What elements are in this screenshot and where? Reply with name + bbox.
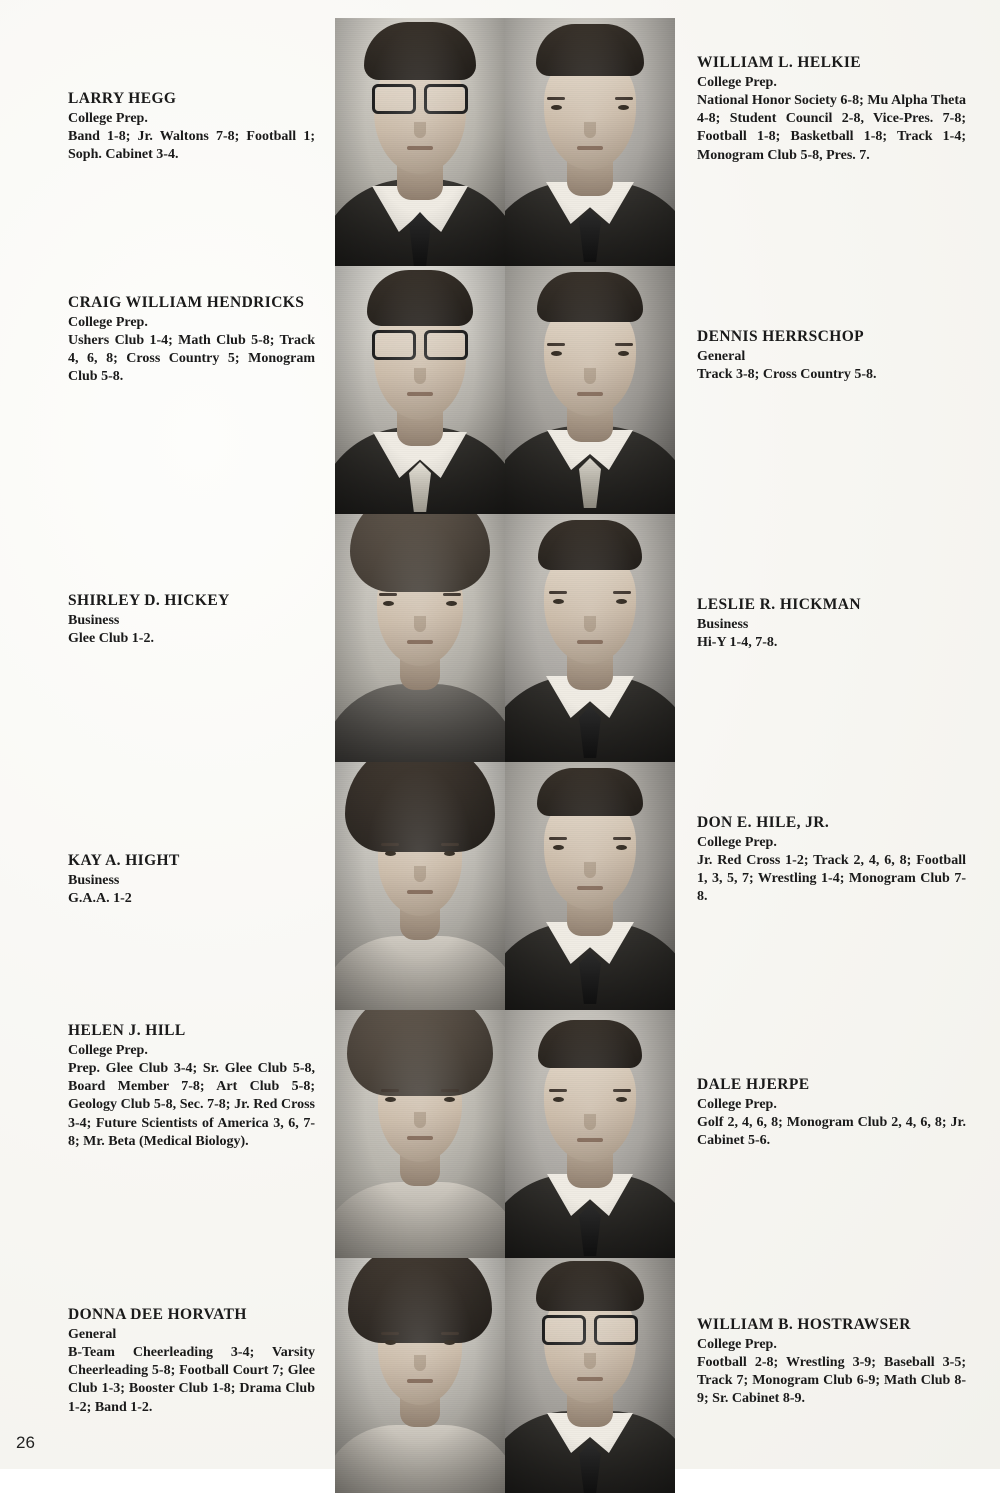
entry-text-left <box>0 1010 335 1151</box>
portrait-donna-horvath <box>335 1258 505 1493</box>
entry-text-right <box>675 1258 1000 1409</box>
photo-pair <box>335 514 675 762</box>
entry-row <box>0 762 1000 1010</box>
photo-pair <box>335 266 675 514</box>
student-course: College Prep. <box>697 834 777 850</box>
student-course: General <box>68 1326 117 1342</box>
student-activities: Golf 2, 4, 6, 8; Monogram Club 2, 4, 6, 8; Jr. Cabinet 5-6. <box>697 1115 966 1149</box>
student-name: LESLIE R. HICKMAN <box>697 596 861 613</box>
entry-row <box>0 514 1000 762</box>
student-activities: Football 2-8; Wrestling 3-9; Baseball 3-5; Track 7; Monogram Club 6-9; Math Club 8-9; Sr. Cabinet 8-9. <box>697 1355 966 1407</box>
student-name: LARRY HEGG <box>68 90 177 107</box>
student-activities: Hi-Y 1-4, 7-8. <box>697 635 778 651</box>
student-activities: Track 3-8; Cross Country 5-8. <box>697 367 877 383</box>
portrait-dennis-herrschop <box>505 266 675 514</box>
photo-pair <box>335 18 675 266</box>
student-name: WILLIAM L. HELKIE <box>697 54 861 71</box>
photo-pair <box>335 1258 675 1493</box>
photo-pair <box>335 762 675 1010</box>
entry-text-left <box>0 514 335 648</box>
student-course: Business <box>68 872 120 888</box>
entry-text-left <box>0 1258 335 1417</box>
entry-text-left <box>0 18 335 164</box>
entry-text-left <box>0 266 335 387</box>
student-course: College Prep. <box>697 1336 777 1352</box>
student-name: CRAIG WILLIAM HENDRICKS <box>68 294 305 311</box>
student-activities: Glee Club 1-2. <box>68 631 154 647</box>
student-name: KAY A. HIGHT <box>68 852 180 869</box>
student-course: Business <box>697 616 749 632</box>
student-course: College Prep. <box>68 1042 148 1058</box>
student-activities: B-Team Cheerleading 3-4; Varsity Cheerleading 5-8; Football Court 7; Glee Club 1-3; Booster Club 1-8; Drama Club 1-2; Band 1-2. <box>68 1345 315 1415</box>
student-name: DONNA DEE HORVATH <box>68 1306 247 1323</box>
student-course: Business <box>68 612 120 628</box>
entry-row <box>0 18 1000 266</box>
portrait-leslie-hickman <box>505 514 675 762</box>
portrait-craig-hendricks <box>335 266 505 514</box>
student-activities: Band 1-8; Jr. Waltons 7-8; Football 1; Soph. Cabinet 3-4. <box>68 129 315 163</box>
student-name: DALE HJERPE <box>697 1076 810 1093</box>
entry-text-right <box>675 1010 1000 1150</box>
student-course: College Prep. <box>697 1096 777 1112</box>
student-name: HELEN J. HILL <box>68 1022 186 1039</box>
portrait-shirley-hickey <box>335 514 505 762</box>
entry-text-right <box>675 762 1000 907</box>
student-activities: National Honor Society 6-8; Mu Alpha Theta 4-8; Student Council 2-8, Vice-Pres. 7-8; Football 1-8; Basketball 1-8; Track 1-4; Monogram Club 5-8, Pres. 7. <box>697 93 966 163</box>
entry-rows <box>0 18 1000 1493</box>
student-name: DON E. HILE, JR. <box>697 814 830 831</box>
portrait-william-helkie <box>505 18 675 266</box>
student-name: DENNIS HERRSCHOP <box>697 328 865 345</box>
entry-text-right <box>675 266 1000 384</box>
portrait-william-hostrawser <box>505 1258 675 1493</box>
student-course: College Prep. <box>697 74 777 90</box>
page-number: 26 <box>16 1433 35 1452</box>
entry-row <box>0 1010 1000 1258</box>
student-activities: Ushers Club 1-4; Math Club 5-8; Track 4, 6, 8; Cross Country 5; Monogram Club 5-8. <box>68 333 315 385</box>
entry-row <box>0 266 1000 514</box>
portrait-don-hile <box>505 762 675 1010</box>
student-name: SHIRLEY D. HICKEY <box>68 592 230 609</box>
portrait-larry-hegg <box>335 18 505 266</box>
portrait-helen-hill <box>335 1010 505 1258</box>
student-course: General <box>697 348 746 364</box>
student-course: College Prep. <box>68 110 148 126</box>
student-activities: Jr. Red Cross 1-2; Track 2, 4, 6, 8; Football 1, 3, 5, 7; Wrestling 1-4; Monogram Club 7-8. <box>697 853 966 905</box>
student-activities: G.A.A. 1-2 <box>68 891 132 907</box>
portrait-kay-hight <box>335 762 505 1010</box>
entry-row <box>0 1258 1000 1493</box>
photo-pair <box>335 1010 675 1258</box>
portrait-dale-hjerpe <box>505 1010 675 1258</box>
entry-text-right <box>675 514 1000 652</box>
entry-text-right <box>675 18 1000 165</box>
student-activities: Prep. Glee Club 3-4; Sr. Glee Club 5-8, Board Member 7-8; Art Club 5-8; Geology Club 5-8, Sec. 7-8; Jr. Red Cross 3-4; Future Scientists of America 3, 6, 7-8; Mr. Beta (Medical Biology). <box>68 1061 315 1149</box>
entry-text-left <box>0 762 335 908</box>
student-name: WILLIAM B. HOSTRAWSER <box>697 1316 911 1333</box>
student-course: College Prep. <box>68 314 148 330</box>
